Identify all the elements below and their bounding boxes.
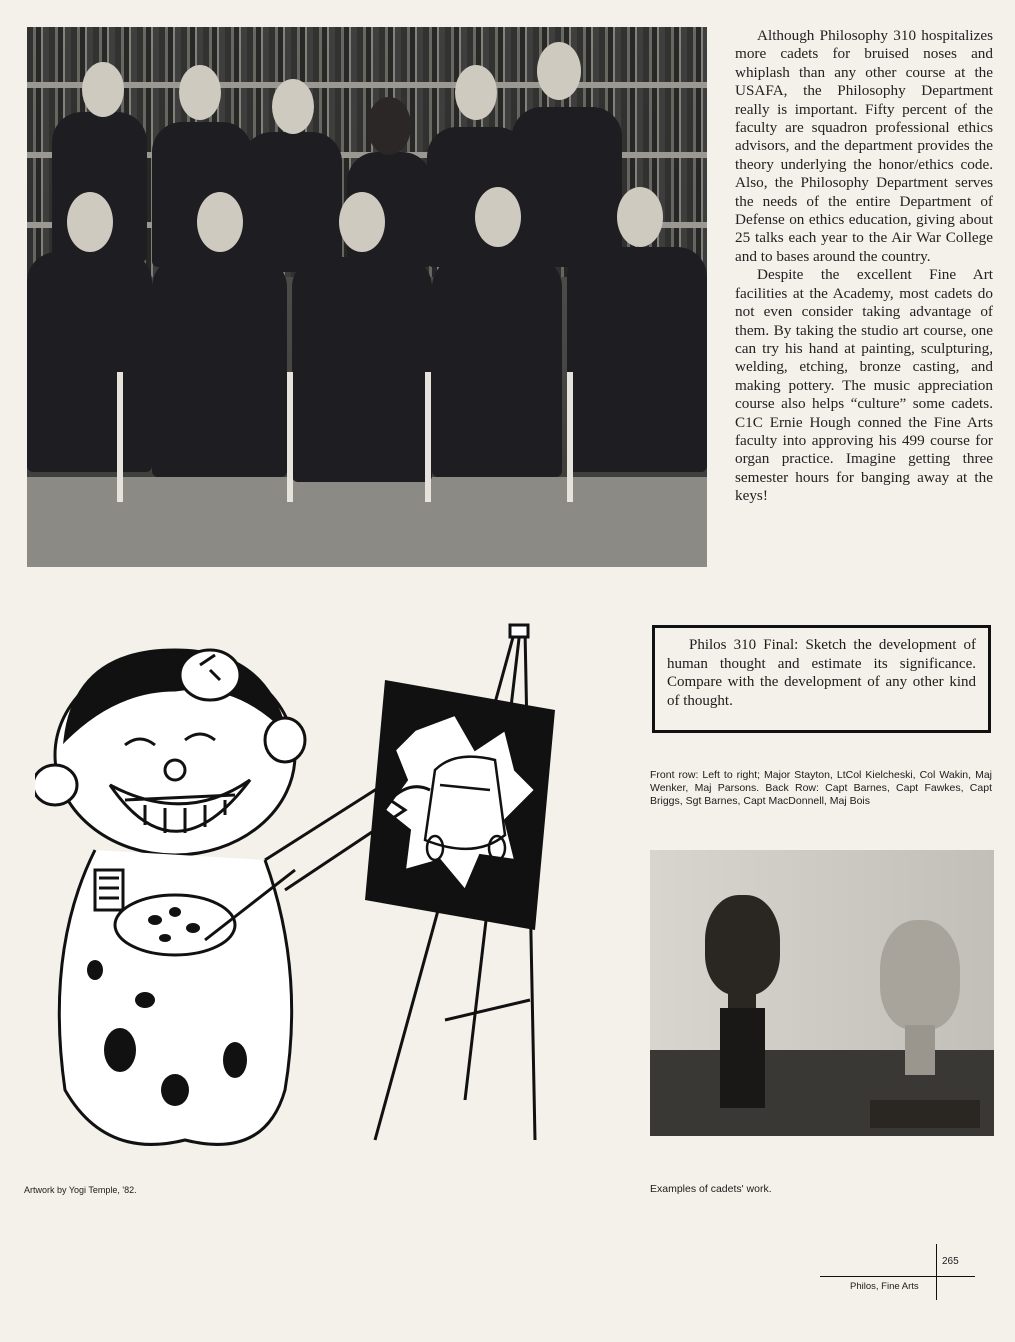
back-row-head — [537, 42, 581, 100]
sculpture-photo — [650, 850, 994, 1136]
faculty-group-photo — [27, 27, 707, 567]
artwork-credit: Artwork by Yogi Temple, '82. — [24, 1185, 137, 1195]
chair-leg — [117, 372, 123, 502]
front-row-head — [197, 192, 243, 252]
group-photo-caption: Front row: Left to right; Major Stayton, LtCol Kielcheski, Col Wakin, Maj Wenker, Maj Parsons. Back Row: Capt Barnes, Capt Fawkes, Capt Briggs, Sgt Barnes, Capt MacDonnell, Maj Bois — [650, 769, 992, 807]
sculpture-caption: Examples of cadets' work. — [650, 1183, 772, 1195]
chair-leg — [425, 372, 431, 502]
shelf-divider — [27, 82, 707, 88]
footer-rule-horizontal — [820, 1276, 975, 1277]
front-row-person — [432, 257, 562, 477]
front-row-head — [339, 192, 385, 252]
cartoon-artist-illustration — [35, 620, 595, 1180]
back-row-head — [455, 65, 497, 120]
section-label: Philos, Fine Arts — [850, 1281, 919, 1292]
front-row-person — [152, 257, 287, 477]
back-row-head — [272, 79, 314, 134]
page-number: 265 — [942, 1256, 959, 1267]
footer-rule-vertical — [936, 1244, 937, 1300]
front-row-person — [27, 252, 152, 472]
chair-leg — [567, 372, 573, 502]
back-row-head — [179, 65, 221, 120]
back-row-person — [242, 132, 342, 272]
front-row-head — [67, 192, 113, 252]
back-row-person — [152, 122, 252, 267]
front-row-head — [475, 187, 521, 247]
back-row-person — [512, 107, 622, 267]
floor — [27, 477, 707, 567]
article-text — [735, 27, 993, 506]
boxed-quote: Philos 310 Final: Sketch the development of human thought and estimate its significance. Compare with the development of any other kind of thought. — [667, 637, 976, 709]
front-row-person — [567, 247, 707, 472]
back-row-head — [367, 97, 411, 155]
article-paragraph-2: Despite the excellent Fine Art facilities at the Academy, most cadets do not even consider taking advantage of them. By taking the studio art course, one can try his hand at painting, sculpturing, welding, etching, bronze casting, and making pottery. The music appreciation course also helps “culture” some cadets. C1C Ernie Hough conned the Fine Arts faculty into approving his 499 course for organ practice. Imagine getting three semester hours for banging away at the keys! — [735, 266, 993, 505]
philos-final-box — [652, 625, 991, 733]
chair-leg — [287, 372, 293, 502]
front-row-person — [292, 257, 432, 482]
front-row-head — [617, 187, 663, 247]
article-paragraph-1: Although Philosophy 310 hospitalizes more cadets for bruised noses and whiplash than any other course at the USAFA, the Philosophy Department really is important. Fifty percent of the faculty are squadron professional ethics advisors, and the department provides the theory underlying the honor/ethics code. Also, the Philosophy Department serves the needs of the entire Department of Defense on ethics education, giving about 25 talks each year to the Air War College and to bases around the country. — [735, 27, 993, 265]
back-row-head — [82, 62, 124, 117]
